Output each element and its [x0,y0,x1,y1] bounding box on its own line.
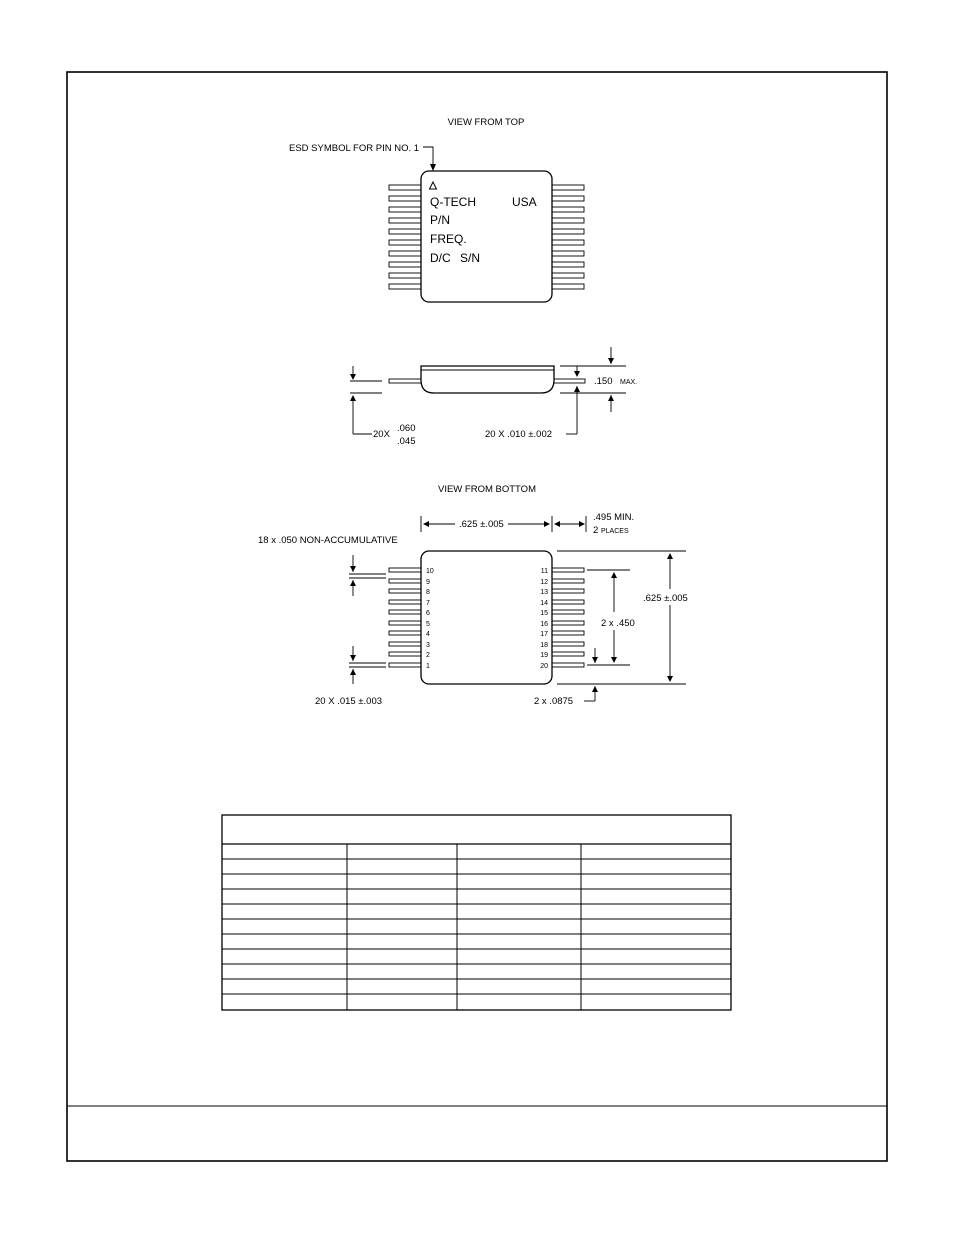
marking-frequency: FREQ. [430,232,467,246]
pitch-label: 18 x .050 NON-ACCUMULATIVE [258,535,398,546]
body-width: .625 ±.005 [459,519,504,530]
pin-number: 10 [426,568,434,575]
body-length: .625 ±.005 [643,593,688,604]
side-view [350,347,637,447]
pin-number: 7 [426,600,430,607]
bottom-leads-left [389,568,421,667]
lead-length-max: .060 [397,423,416,434]
pin-number: 9 [426,579,430,586]
lead-length-min: .045 [397,436,416,447]
bottom-view [258,484,688,707]
pin-number: 3 [426,642,430,649]
pin-number: 6 [426,610,430,617]
marking-manufacturer: Q-TECH [430,195,476,209]
marking-serial-number: S/N [460,251,481,265]
top-leads-left [389,185,421,289]
pin-number: 18 [540,642,548,649]
edge-offset: 2 x .0875 [534,696,574,707]
pin-number: 1 [426,663,430,670]
pin-number: 13 [540,589,548,596]
bottom-leads-right [552,568,584,667]
lead-length-prefix: 20X [373,429,390,440]
pin-number: 4 [426,631,430,638]
top-leads-right [552,185,584,289]
side-lead-left [389,379,421,383]
pin-number: 8 [426,589,430,596]
lead-extension-suffix: PLACES [601,528,629,535]
top-view [289,117,584,302]
pin-number: 5 [426,621,430,628]
pin-number: 11 [540,568,548,575]
bottom-view-title: VIEW FROM BOTTOM [438,484,536,495]
esd-symbol-label: ESD SYMBOL FOR PIN NO. 1 [289,143,420,154]
pin-number: 20 [540,663,548,670]
height-value: .150 [594,376,613,387]
marking-country: USA [512,195,537,209]
height-suffix: MAX. [620,379,638,386]
lead-width: 20 X .015 ±.003 [315,696,383,707]
pin-number: 2 [426,652,430,659]
side-lead-right [553,379,585,383]
empty-table [222,815,731,1010]
marking-part-number: P/N [430,213,451,227]
lead-extension-count: 2 [593,525,599,536]
pin-number: 16 [540,621,548,628]
marking-date-code: D/C [430,251,451,265]
pin-number: 14 [540,600,548,607]
lead-thickness: 20 X .010 ±.002 [485,429,553,440]
lead-extension: .495 MIN. [593,512,635,523]
bottom-package-body [421,551,552,684]
pin-number: 17 [540,631,548,638]
row-span: 2 x .450 [601,618,635,629]
esd-leader-arrow [430,164,436,171]
pin-number: 19 [540,652,548,659]
top-view-title: VIEW FROM TOP [447,117,525,128]
pin-number: 12 [540,579,548,586]
pin-number: 15 [540,610,548,617]
